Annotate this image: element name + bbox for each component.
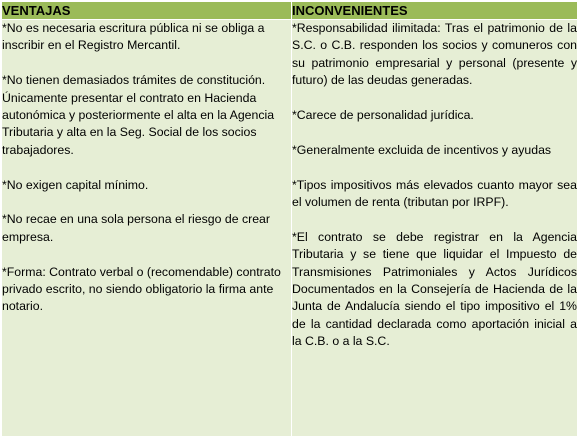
ventaja-item: *No exigen capital mínimo. xyxy=(2,177,149,192)
inconveniente-item: *Carece de personalidad jurídica. xyxy=(292,108,474,123)
header-inconvenientes: INCONVENIENTES xyxy=(292,2,578,20)
inconvenientes-cell xyxy=(292,20,578,437)
inconveniente-item: *Generalmente excluida de incentivos y ayudas xyxy=(292,142,552,157)
inconveniente-item: *Tipos impositivos más elevados cuanto mayor sea el volumen de renta (tributan por IRPF). xyxy=(292,177,577,210)
header-ventajas: VENTAJAS xyxy=(2,2,292,20)
header-row xyxy=(2,2,578,20)
content-row xyxy=(2,20,578,437)
comparison-table xyxy=(1,1,578,437)
inconveniente-item: *El contrato se debe registrar en la Agencia Tributaria y se tiene que liquidar el Impuesto de Transmisiones Patrimoniales y Actos Jurídicos Documentados en la Consejería de Hacienda de la Junta de Andalucía siendo el tipo impositivo el 1% de la cantidad declarada como aportación inicial a la C.B. o a la S.C. xyxy=(292,229,577,349)
ventaja-item: *No recae en una sola persona el riesgo de crear empresa. xyxy=(2,212,270,244)
ventaja-item: *No tienen demasiados trámites de constitución. Únicamente presentar el contrato en Hacienda autonómica y posteriormente el alta en la Agencia Tributaria y alta en la Seg. Social de los socios trabajadores. xyxy=(2,73,275,157)
ventaja-item: *No es necesaria escritura pública ni se obliga a inscribir en el Registro Mercantil. xyxy=(2,21,265,53)
inconveniente-item: *Responsabilidad ilimitada: Tras el patrimonio de la S.C. o C.B. responden los socios y comuneros con su patrimonio empresarial y personal (presente y futuro) de las deudas generadas. xyxy=(292,21,577,88)
ventaja-item: *Forma: Contrato verbal o (recomendable) contrato privado escrito, no siendo obligatorio la firma ante notario. xyxy=(2,264,281,314)
ventajas-cell xyxy=(2,20,292,437)
